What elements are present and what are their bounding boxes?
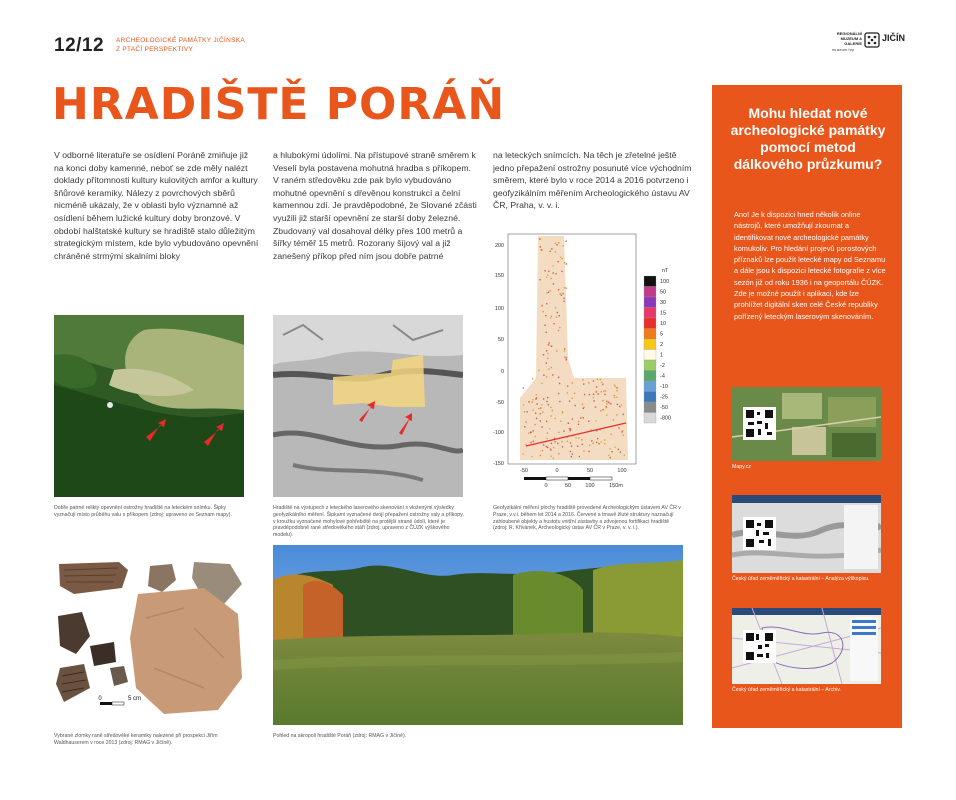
link-caption-cuzk-archive: Český úřad zeměměřický a katastrální – Archiv. [732,687,841,693]
lidar-image [273,315,463,497]
page-title: HRADIŠTĚ PORÁŇ [52,79,506,130]
caption-geophysics: Geofyzikální měření plochy hradiště provedené Archeologickým ústavem AV ČR v Praze, v.v.i. během let 2014 a 2016. Červené a tmavě žluté struktury naznačují zahloubené objekty a hustotu vnitřní zástavby a zdvojenou fortifikaci hradiště (zdroj: R. Křivánek, Archeologický ústav AV ČR v Praze, v. v. i.). [493,505,681,532]
dice-icon [864,32,880,48]
legend-label: -800 [660,415,672,422]
scale-zero: 0 [98,696,102,702]
landscape-photo [273,545,683,725]
scale-tick: 50 [564,483,572,489]
x-tick: -50 [520,468,528,474]
screenshot-cuzk-analysis[interactable] [732,495,881,573]
sidebar-panel [712,85,902,728]
series-line-2: Z PTAČÍ PERSPEKTIVY [116,46,194,53]
geophysics-chart [486,228,686,503]
legend-label: 30 [660,300,667,306]
x-tick: 100 [617,468,627,474]
x-axis [520,468,627,474]
legend-label: 15 [660,310,667,317]
legend-swatch [644,318,656,329]
caption-landscape: Pohled na akropoli hradiště Poráň (zdroj: RMAG v Jičíně). [273,733,407,739]
aerial-photo-image [54,315,244,497]
legend-swatch [644,339,656,350]
legend-label: -10 [660,384,668,390]
text-column-3: na leteckých snímcích. Na těch je zřetelné ještě jedno přepažení ostrožny posunuté více východním směrem, které bylo v roce 2014 a 2016 potvrzeno i geofyzikálním měřením Archeologického ústavu AV ČR, Praha, v. v. i. [493,150,692,211]
logo-text: REGIONÁLNÍ MUZEUM A GALERIE [836,31,862,46]
lidar-relief [273,315,463,497]
link-caption-mapy: Mapy.cz [732,464,751,470]
legend-swatch [644,276,656,287]
link-caption-cuzk-analysis: Český úřad zeměměřický a katastrální – Analýza výškopisu. [732,576,870,582]
x-tick: 50 [586,468,594,474]
x-tick: 0 [555,468,559,474]
landscape-image [273,545,683,725]
sidebar-body: Ano! Je k dispozici hned několik online nástrojů, které umožňují zkoumat a identifikovat nové archeologické památky komukoliv. Pro hledání projevů porostových příznaků lze použít letecké mapy od Seznamu a dále jsou k dispozici letecké fotografie z více sezón již od roku 1936 i na geoportálu ČÚZK. Zde je možné použít i aplikaci, kde lze prohlížet digitální sken celé České republiky pořízený leteckým laserovým skenováním. [734,210,886,321]
y-tick: 200 [494,243,504,249]
legend-label: 10 [660,321,667,327]
y-axis [493,243,504,467]
museum-logo [826,30,906,60]
y-tick: 50 [497,337,504,343]
logo-sub: muzeum hry [832,47,855,52]
scale-tick: 0 [544,483,548,489]
logo-city: JIČÍN [882,33,906,43]
legend-label: -25 [660,394,668,401]
aerial-photo [54,315,244,497]
y-tick: 0 [500,369,504,375]
text-column-2: a hlubokými údolími. Na přístupové straně směrem k Veselí byla postavena mohutná hradba s příkopem. V raném středověku zde pak bylo vybudováno mohutné opevnění s dřevěnou konstrukcí a čelní kamennou zdí. Je pravděpodobné, že Slované zčásti využili již starší opevnění ze starší doby železné. Zbudovaný val dosahoval délky přes 100 metrů a šířky téměř 15 metrů. Rozorany šíjový val a již zanešený příkop před ním jsou dobře patrné [273,150,477,261]
y-tick: 150 [494,273,504,279]
series-title [116,36,245,54]
legend-label: 1 [660,352,664,359]
legend-label: 2 [660,342,664,348]
screenshot-mapy[interactable] [732,387,881,461]
legend-swatch [644,381,656,392]
legend-swatch [644,329,656,340]
legend-label: -2 [660,363,665,369]
legend-swatch [644,287,656,298]
scale-bar-label: 5 cm [128,696,142,702]
legend-swatch [644,392,656,403]
legend [644,276,671,423]
legend-swatch [644,413,656,424]
y-tick: -100 [492,430,504,436]
legend-swatch [644,297,656,308]
qr-code-icon[interactable] [743,407,776,440]
legend-label: 100 [660,279,670,285]
y-tick: -150 [492,461,504,467]
sidebar-heading: Mohu hledat nové archeologické památky pomocí metod dálkového průzkumu? [730,105,886,172]
legend-swatch [644,308,656,319]
legend-label: 5 [660,331,664,338]
text-column-1: V odborné literatuře se osídlení Poráně zmiňuje již na konci doby kamenné, neboť se zde měly nalézt doklady přítomnosti kultury kulovitých amfor a kultury šňůrové keramiky. Nálezy z povrchových sběrů nicméně ukázaly, že v oblasti bylo významné až osídlení během lužické kultury doby bronzové. V období halštatské kultury se hradiště stalo důležitým strategickým místem, kde bylo vybudováno opevnění chráněné strmými skalními bloky [54,150,259,261]
y-tick: 100 [494,306,504,312]
legend-label: -50 [660,405,668,411]
page-number: 12/12 [54,35,105,56]
scale-tick: 100 [585,483,595,489]
screenshot-cuzk-archive[interactable] [732,608,881,684]
legend-swatch [644,360,656,371]
caption-aerial: Dobře patrné relikty opevnění ostrožny hradiště na leteckém snímku. Šipky vyznačují místo průběhu valu s příkopem (zdroj: upraveno ze Seznam mapy). [54,505,232,518]
legend-swatch [644,350,656,361]
geophysics-map [486,228,686,503]
qr-code-icon[interactable] [743,517,776,550]
series-line-1: ARCHEOLOGICKÉ PAMÁTKY JIČÍNSKA [116,37,246,44]
y-tick: -50 [496,400,504,406]
scale-tick: 150m [609,483,623,489]
legend-swatch [644,371,656,382]
legend-swatch [644,402,656,413]
pottery-photo [54,558,246,720]
caption-pottery: Vybrané zlomky raně středověké keramiky nalezené při prospekci Jiřím Waldhauserem v roce 2013 (zdroj: RMAG v Jičíně). [54,733,218,746]
legend-label: -4 [660,373,665,380]
legend-label: 50 [660,289,667,296]
scale-bar [524,477,623,489]
legend-unit: nT [662,268,669,274]
caption-lidar: Hradiště na výstupech z leteckého laserového skenování s vloženými výsledky geofyzikálního měření. Šipkami vyznačené dvojí přepažení ostrožny valy a příkopy, v kroužku vyznačené mohylové pohřebiště na protější straně údolí, které je pravděpodobně raně středověkého stáří (zdroj: upraveno z ČÚZK výškového modelu). [273,505,464,539]
qr-code-icon[interactable] [743,630,776,663]
pottery-fragments [54,558,246,720]
